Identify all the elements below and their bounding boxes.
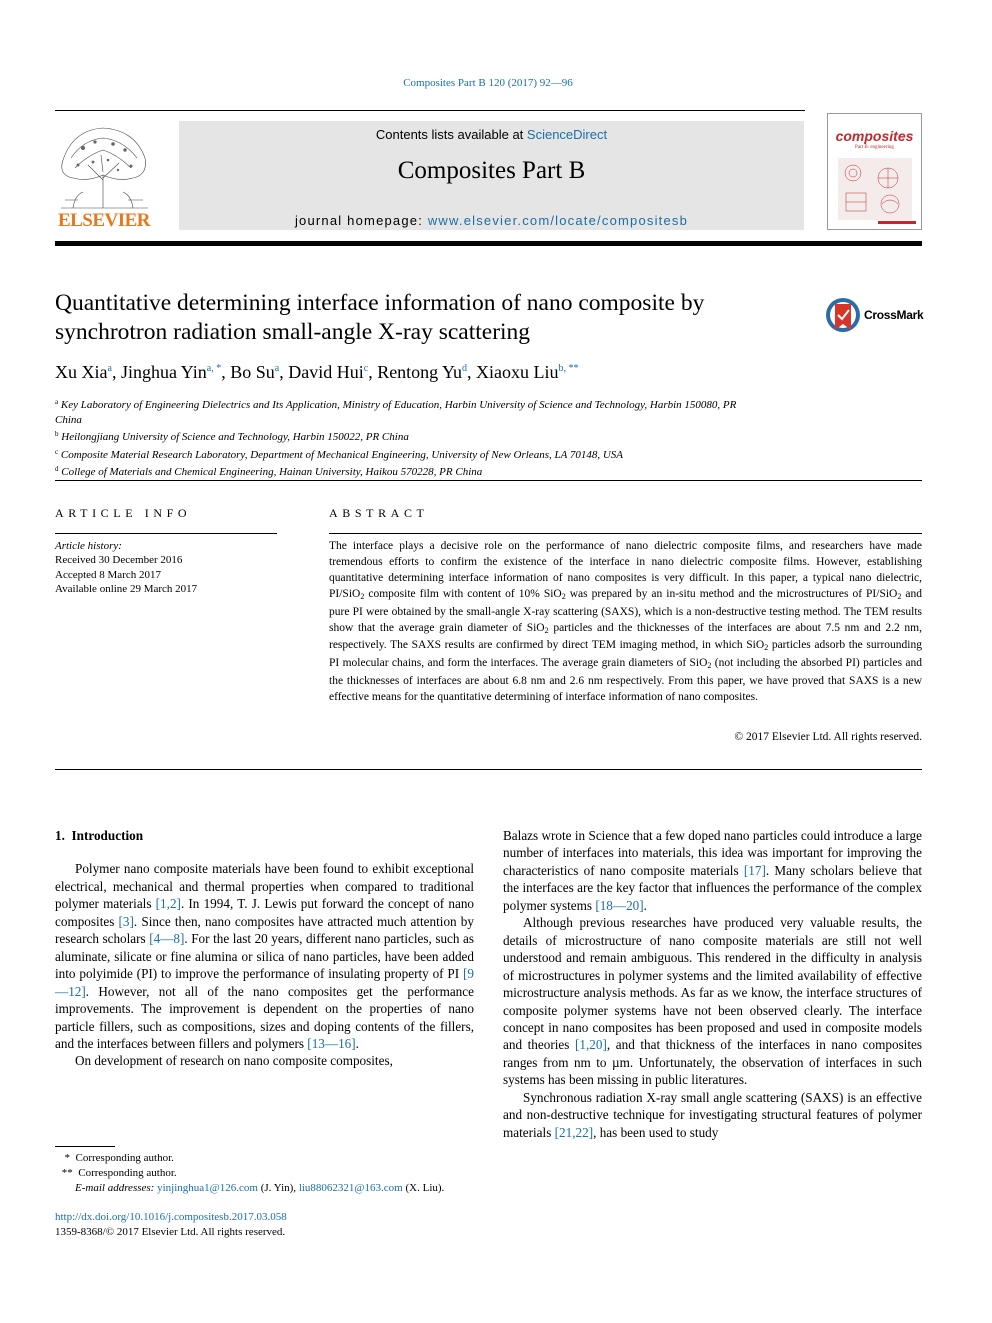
abstract-part: composite film with content of 10% SiO xyxy=(364,587,562,600)
abstract-rule xyxy=(329,533,922,534)
footnote-rule xyxy=(55,1146,115,1147)
affiliation xyxy=(55,445,815,463)
email-owner: (X. Liu). xyxy=(402,1182,445,1195)
citation-link[interactable]: [1,20] xyxy=(574,1037,607,1053)
author[interactable]: Xu Xia xyxy=(55,362,108,382)
author[interactable]: Rentong Yu xyxy=(377,362,463,382)
title-line-2: synchrotron radiation small-angle X-ray scattering xyxy=(55,319,531,345)
affiliation xyxy=(55,395,815,427)
author-separator: , xyxy=(221,362,231,382)
author-affiliation-mark[interactable]: b, ** xyxy=(558,363,579,374)
paragraph-text: . xyxy=(355,1035,359,1051)
affiliation-text: College of Materials and Chemical Engineering, Hainan University, Haikou 570228, PR China xyxy=(61,466,483,478)
affiliation xyxy=(55,462,815,480)
elsevier-wordmark: ELSEVIER xyxy=(57,210,151,231)
paragraph-text: . xyxy=(643,897,647,913)
paragraph-text: Polymer nano composite materials have been found to exhibit exceptional electrical, mechanical and thermal properties when compared to traditional polymer materials xyxy=(55,861,474,912)
article-history xyxy=(55,539,197,596)
footnote-mark: * xyxy=(64,1152,70,1164)
author-separator: , xyxy=(467,362,477,382)
crossmark-icon[interactable] xyxy=(825,296,863,336)
paragraph xyxy=(503,914,922,1089)
paragraph-text: . In 1994, T. J. Lewis put forward the concept of nano composites xyxy=(55,896,475,929)
footnote xyxy=(55,1166,474,1181)
abstract-part: and pure PI were obtained by the small-angle X-ray scattering (SAXS), which is a non-destructive testing method. The TEM results show that the average grain diameter of SiO xyxy=(329,587,922,634)
crossmark-label[interactable]: CrossMark xyxy=(864,308,924,322)
body-column-left xyxy=(55,827,474,1070)
cover-bar xyxy=(878,221,916,224)
author-list xyxy=(55,362,579,383)
citation-link[interactable]: [3] xyxy=(118,913,134,929)
author[interactable]: Jinghua Yin xyxy=(120,362,207,382)
affiliation-text: Heilongjiang University of Science and Technology, Harbin 150022, PR China xyxy=(61,431,409,443)
affiliation-key: b xyxy=(55,430,59,438)
homepage-line xyxy=(179,213,804,228)
journal-homepage-link[interactable]: www.elsevier.com/locate/compositesb xyxy=(427,213,689,228)
affiliation-key: a xyxy=(55,398,59,406)
journal-cover-thumbnail[interactable] xyxy=(827,113,922,230)
affiliation-text: Key Laboratory of Engineering Dielectrics and Its Application, Ministry of Education, Harbin University of Science and Technology, Harbin 150080, PR xyxy=(60,399,737,411)
contents-line xyxy=(179,127,804,142)
title-line-1: Quantitative determining interface information of nano composite by xyxy=(55,290,705,316)
body-column-right xyxy=(503,827,922,1141)
paragraph-text: . However, not all of the nano composites get the performance improvements. The improvement is dependent on the properties of nano particle fillers, such as compositions, sizes and doping contents of the fillers, and the interfaces between fillers and polymers xyxy=(55,983,474,1051)
paragraph-text: Synchronous radiation X-ray small angle scattering (SAXS) is an effective and non-destructive technique for investigating structural features of polymer materials xyxy=(503,1089,922,1140)
citation-link[interactable]: [1,2] xyxy=(155,896,181,912)
issn-copyright: 1359-8368/© 2017 Elsevier Ltd. All rights reserved. xyxy=(55,1226,286,1238)
section-rule xyxy=(55,480,922,481)
cover-subtitle: Part B: engineering xyxy=(855,145,894,150)
contents-prefix: Contents lists available at xyxy=(375,127,527,142)
author[interactable]: Bo Su xyxy=(230,362,275,382)
email-owner: (J. Yin), xyxy=(257,1182,299,1195)
email-link[interactable]: liu88062321@163.com xyxy=(298,1182,403,1195)
abstract-part: particles and the thicknesses of the interfaces are about 7.5 nm and 2.2 nm, respectively. The SAXS results are confirmed by direct TEM imaging method, in which SiO xyxy=(329,621,923,652)
subscript: 2 xyxy=(897,591,902,601)
author-separator: , xyxy=(279,362,289,382)
accepted-date: Accepted 8 March 2017 xyxy=(55,568,161,581)
paragraph-text: Although previous researches have produced very valuable results, the details of microstructure of nano composite materials are still not well understood and remain ambiguous. This rendered in the difficulty in analysis of microstructures in polymer systems and the limited availability of effective microstructure analysis methods. As far as we know, the interface structures of composite polymer systems have not been observed clearly. The interface concept in nano composites has been proposed and used in composite models and theories xyxy=(503,915,922,1053)
citation-link[interactable]: [9—12] xyxy=(55,966,474,999)
paragraph xyxy=(55,860,474,1052)
author[interactable]: David Hui xyxy=(288,362,364,382)
paragraph-text: Balazs wrote in Science that a few doped nano particles could introduce a large number of interfaces into materials, this idea was important for improving the characteristics of nano composite materials xyxy=(503,828,922,878)
abstract-copyright: © 2017 Elsevier Ltd. All rights reserved. xyxy=(734,731,922,743)
citation-link[interactable]: [21,22] xyxy=(554,1124,594,1140)
paragraph-text: . Since then, nano composites have attracted much attention by research scholars xyxy=(55,913,474,947)
received-date: Received 30 December 2016 xyxy=(55,554,183,567)
journal-reference-link[interactable]: Composites Part B 120 (2017) 92—96 xyxy=(403,77,573,89)
paragraph xyxy=(503,827,922,914)
abstract-part: The interface plays a decisive role on the performance of nano dielectric composite films, and researchers have made tremendous efforts to confirm the existence of the interface in nano dielectric composite films. However, establishing quantitative determining interface information of nano composites is very difficult. In this paper, a typical nano dielectric, PI/SiO xyxy=(329,540,922,600)
footnote-text: Corresponding author. xyxy=(78,1167,177,1180)
email-link[interactable]: yinjinghua1@126.com xyxy=(157,1182,258,1195)
citation-link[interactable]: [13—16] xyxy=(307,1035,356,1051)
journal-title: Composites Part B xyxy=(397,157,586,184)
article-info-heading: ARTICLE INFO xyxy=(55,506,192,520)
homepage-prefix: journal homepage: xyxy=(294,213,428,228)
paragraph-text: . Many scholars believe that the interfaces are the key factor that influences the performance of the complex polymer systems xyxy=(503,862,922,913)
affiliation-key: c xyxy=(55,447,59,456)
header-thick-rule xyxy=(55,241,922,246)
author[interactable]: Xiaoxu Liu xyxy=(476,362,559,382)
journal-banner xyxy=(179,121,804,230)
subscript: 2 xyxy=(360,591,365,601)
section-heading-introduction: 1. Introduction xyxy=(55,828,144,843)
online-date: Available online 29 March 2017 xyxy=(55,582,198,595)
footnote-mark: ** xyxy=(61,1167,73,1180)
affiliation-text: Composite Material Research Laboratory, Department of Mechanical Engineering, University of New Orleans, LA 70148, USA xyxy=(60,448,624,461)
email-label: E-mail addresses: xyxy=(75,1182,155,1195)
citation-link[interactable]: [17] xyxy=(743,862,766,878)
affiliation xyxy=(55,427,815,445)
footnote xyxy=(55,1151,474,1166)
subscript: 2 xyxy=(544,625,549,635)
author-separator: , xyxy=(111,362,121,382)
abstract-part: was prepared by an in-situ method and the microstructures of PI/SiO xyxy=(565,587,898,600)
subscript: 2 xyxy=(707,661,712,671)
article-info-rule xyxy=(55,533,277,534)
paragraph-text: , and that thickness of the interfaces in nano composites ranges from nm to µm. Unfortunately, the observation of interfaces in such systems has been missing in public literatures. xyxy=(503,1037,922,1088)
paragraph: On development of research on nano composite composites, xyxy=(75,1053,393,1069)
abstract-text xyxy=(329,539,922,706)
email-footnote xyxy=(55,1181,474,1196)
footnotes xyxy=(55,1151,474,1196)
author-affiliation-mark[interactable]: a xyxy=(274,363,280,374)
footnote-text: Corresponding author. xyxy=(75,1152,174,1164)
cover-artwork-icon xyxy=(838,158,912,220)
abstract-bottom-rule xyxy=(55,769,922,770)
author-separator: , xyxy=(368,362,378,382)
citation-link[interactable]: [18—20] xyxy=(595,897,644,913)
paragraph-text: . For the last 20 years, different nano particles, such as aluminate, silicate or fine alumina or silica of nano particles, have been added into polyimide (PI) to improve the performance of insulating property of PI xyxy=(55,931,475,982)
subscript: 2 xyxy=(561,591,566,601)
affiliation-text-cont: China xyxy=(55,413,82,426)
cover-title: composites xyxy=(835,128,914,144)
author-affiliation-mark[interactable]: c xyxy=(363,363,369,374)
citation-link[interactable]: [4—8] xyxy=(149,931,185,947)
subscript: 2 xyxy=(764,643,769,653)
author-affiliation-mark[interactable]: d xyxy=(462,363,468,374)
affiliation-key: d xyxy=(55,465,59,473)
header-rule xyxy=(55,110,805,111)
author-affiliation-mark[interactable]: a xyxy=(107,363,112,374)
abstract-part: particles adsorb the surrounding PI molecular chains, and form the interfaces. The average grain diameters of SiO xyxy=(329,639,922,670)
sciencedirect-link[interactable]: ScienceDirect xyxy=(526,127,608,142)
doi-link[interactable]: http://dx.doi.org/10.1016/j.compositesb.2017.03.058 xyxy=(55,1211,287,1223)
history-label: Article history: xyxy=(55,540,122,552)
abstract-heading: ABSTRACT xyxy=(329,506,429,520)
paragraph xyxy=(503,1089,922,1141)
abstract-part: (not including the absorbed PI) particles and the thicknesses of interfaces are about 6.8 nm and 2.6 nm respectively. From this paper, we have proved that SAXS is a new effective means for the quantitative determining of interface information of nano composites. xyxy=(329,657,922,704)
paper-title xyxy=(55,289,815,347)
paragraph-text: , has been used to study xyxy=(593,1124,719,1140)
author-affiliation-mark[interactable]: a, * xyxy=(206,363,222,374)
affiliations xyxy=(55,395,815,480)
